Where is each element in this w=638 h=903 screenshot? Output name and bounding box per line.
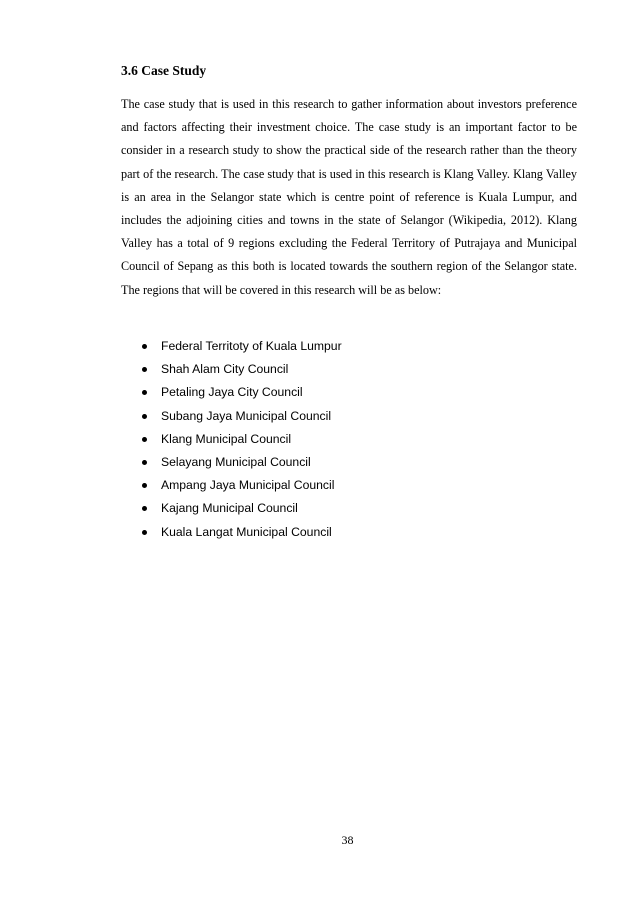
list-item-label: Kajang Municipal Council [161,501,298,516]
bullet-icon [142,367,147,372]
list-item [121,497,342,520]
list-item [121,405,342,428]
list-item-label: Subang Jaya Municipal Council [161,408,332,423]
list-item-label: Ampang Jaya Municipal Council [161,478,335,493]
bullet-icon [142,344,147,349]
body-paragraph: The case study that is used in this research to gather information about investors preference and factors affecting their investment choice. The case study is an important factor to be consider in a research study to show the practical side of the research rather than the theory part of the research. The case study that is used in this research is Klang Valley. Klang Valley is an area in the Selangor state which is centre point of reference is Kuala Lumpur, and includes the adjoining cities and towns in the state of Selangor (Wikipedia, 2012). Klang Valley has a total of 9 regions excluding the Federal Territory of Putrajaya and Municipal Council of Sepang as this both is located towards the southern region of the Selangor state. The regions that will be covered in this research will be as below: [121,97,577,297]
list-item [121,451,342,474]
bullet-icon [142,390,147,395]
list-item-label: Klang Municipal Council [161,431,292,446]
list-item-label: Kuala Langat Municipal Council [161,524,332,539]
page-number: 38 [341,833,354,847]
section-heading: 3.6 Case Study [121,63,207,78]
list-item [121,428,342,451]
list-item [121,335,342,358]
bullet-icon [142,483,147,488]
list-item-label: Shah Alam City Council [161,362,289,377]
list-item-label: Selayang Municipal Council [161,454,311,469]
bullet-icon [142,414,147,419]
list-item [121,521,342,544]
list-item [121,474,342,497]
list-item [121,358,342,381]
regions-list [121,335,342,544]
bullet-icon [142,437,147,442]
list-item [121,381,342,404]
list-item-label: Petaling Jaya City Council [161,385,303,400]
bullet-icon [142,506,147,511]
bullet-icon [142,460,147,465]
list-item-label: Federal Territoty of Kuala Lumpur [161,339,342,353]
bullet-icon [142,530,147,535]
